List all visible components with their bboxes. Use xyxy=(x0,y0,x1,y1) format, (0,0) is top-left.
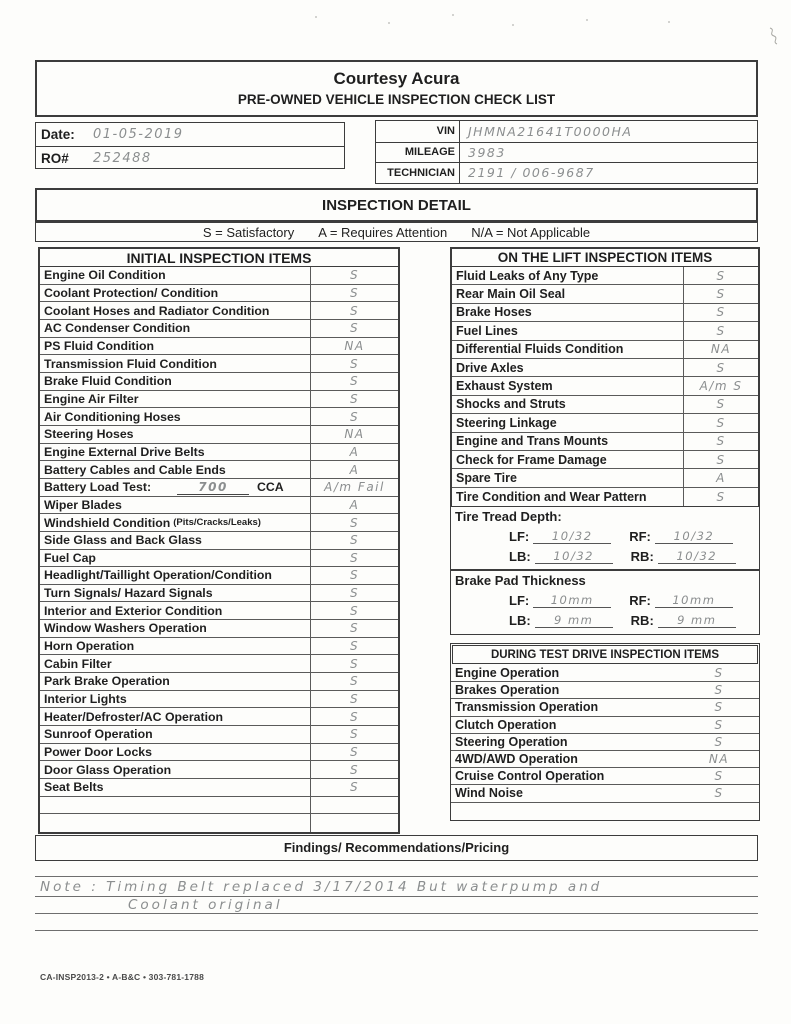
legend-box xyxy=(35,222,758,242)
table-row xyxy=(40,532,398,550)
row-label: Engine and Trans Mounts xyxy=(456,434,609,449)
row-label xyxy=(451,803,679,820)
brake-pad-front-row xyxy=(451,588,759,608)
row-label: Drive Axles xyxy=(456,360,524,375)
table-row xyxy=(40,302,398,320)
table-row xyxy=(40,338,398,356)
table-row xyxy=(40,408,398,426)
date-row xyxy=(36,123,344,146)
table-row xyxy=(40,267,398,285)
row-label: Brake Hoses xyxy=(456,305,532,320)
table-row xyxy=(452,433,758,451)
tire-lb-label: LB: xyxy=(509,549,531,564)
date-label: Date: xyxy=(41,127,75,142)
row-label: PS Fluid Condition xyxy=(44,338,154,353)
row-suffix: CCA xyxy=(257,480,284,495)
technician-label: TECHNICIAN xyxy=(376,163,460,183)
brake-lb-value: 9 mm xyxy=(535,613,613,628)
row-value: S xyxy=(714,683,724,698)
ruled-line xyxy=(35,913,758,914)
row-value: S xyxy=(310,673,398,690)
initial-inspection-rows xyxy=(40,267,398,832)
table-row xyxy=(452,488,758,506)
ro-value: 252488 xyxy=(93,150,152,166)
brake-lf-value: 10mm xyxy=(533,593,611,608)
table-row xyxy=(40,744,398,762)
table-row xyxy=(40,426,398,444)
row-label: Coolant Hoses and Radiator Condition xyxy=(44,303,270,318)
table-row xyxy=(452,322,758,340)
row-value: S xyxy=(683,322,758,339)
row-label: Clutch Operation xyxy=(455,717,557,732)
on-the-lift-table xyxy=(450,247,760,508)
table-row xyxy=(40,726,398,744)
test-drive-table xyxy=(450,643,760,821)
vin-label: VIN xyxy=(376,121,460,142)
row-label: Heater/Defroster/AC Operation xyxy=(44,709,224,724)
row-label: Window Washers Operation xyxy=(44,621,207,636)
table-row xyxy=(451,699,759,716)
row-value: A/m Fail xyxy=(310,479,398,496)
row-value: S xyxy=(310,355,398,372)
row-value: S xyxy=(683,488,758,506)
table-row xyxy=(452,377,758,395)
inspection-detail-title: INSPECTION DETAIL xyxy=(322,197,471,214)
row-value: S xyxy=(310,744,398,761)
scan-artifact xyxy=(766,26,782,46)
row-value: A/m S xyxy=(683,377,758,394)
row-label: Check for Frame Damage xyxy=(456,452,607,467)
table-row xyxy=(40,779,398,797)
row-label: Brake Fluid Condition xyxy=(44,374,172,389)
on-the-lift-title: ON THE LIFT INSPECTION ITEMS xyxy=(452,249,758,267)
brake-lb-label: LB: xyxy=(509,613,531,628)
table-row xyxy=(452,451,758,469)
tire-rb-label: RB: xyxy=(630,549,654,564)
row-label: Engine External Drive Belts xyxy=(44,444,205,459)
brake-pad-title: Brake Pad Thickness xyxy=(455,573,586,588)
row-label: Engine Operation xyxy=(455,666,560,681)
tire-tread-back-row xyxy=(451,544,759,564)
row-value: NA xyxy=(683,341,758,358)
brake-rb-label: RB: xyxy=(630,613,654,628)
row-label: Coolant Protection/ Condition xyxy=(44,285,219,300)
row-label: Engine Air Filter xyxy=(44,391,139,406)
row-value: S xyxy=(310,585,398,602)
row-label: Transmission Operation xyxy=(455,700,599,715)
row-value: S xyxy=(683,433,758,450)
row-value: S xyxy=(714,717,724,732)
row-value: S xyxy=(310,302,398,319)
legend xyxy=(36,223,757,241)
ro-label: RO# xyxy=(41,150,69,166)
row-value: S xyxy=(310,726,398,743)
mileage-value: 3983 xyxy=(468,144,506,160)
mileage-row xyxy=(376,142,757,163)
table-row xyxy=(40,373,398,391)
row-value: S xyxy=(310,285,398,302)
table-row xyxy=(451,717,759,734)
row-label: Brakes Operation xyxy=(455,683,560,698)
row-label: Engine Oil Condition xyxy=(44,268,166,283)
technician-row xyxy=(376,162,757,183)
vin-row xyxy=(376,121,757,142)
row-value: S xyxy=(683,396,758,413)
on-the-lift-rows xyxy=(452,267,758,506)
vin-value: JHMNA21641T0000HA xyxy=(468,123,633,139)
table-row xyxy=(40,479,398,497)
table-row xyxy=(40,602,398,620)
row-sublabel: (Pits/Cracks/Leaks) xyxy=(173,517,261,529)
row-label: Fuel Lines xyxy=(456,323,518,338)
findings-note-line2: Coolant original xyxy=(128,897,283,913)
row-value: S xyxy=(310,779,398,796)
legend-requires-attention: A = Requires Attention xyxy=(318,224,448,240)
row-label: Horn Operation xyxy=(44,639,135,654)
row-label: Battery Load Test: 700 CCA xyxy=(44,479,284,495)
tire-lb-value: 10/32 xyxy=(535,549,613,564)
row-label: Transmission Fluid Condition xyxy=(44,356,217,371)
row-value: S xyxy=(310,620,398,637)
table-row xyxy=(40,550,398,568)
row-label: Shocks and Struts xyxy=(456,397,566,412)
row-value: S xyxy=(310,514,398,531)
ro-row xyxy=(36,146,344,169)
row-value xyxy=(310,797,398,814)
table-row xyxy=(451,768,759,785)
row-value: NA xyxy=(310,426,398,443)
findings-box xyxy=(35,835,758,861)
row-value: S xyxy=(310,408,398,425)
row-label: Cruise Control Operation xyxy=(455,769,605,784)
tire-tread-front-row xyxy=(451,524,759,544)
row-value: S xyxy=(310,761,398,778)
table-row xyxy=(40,444,398,462)
table-row xyxy=(452,341,758,359)
table-row xyxy=(40,585,398,603)
dealer-name: Courtesy Acura xyxy=(333,69,460,88)
row-label: Windshield Condition (Pits/Cracks/Leaks) xyxy=(44,515,261,530)
row-label: Fluid Leaks of Any Type xyxy=(456,268,599,283)
table-row xyxy=(451,665,759,682)
tire-rb-value: 10/32 xyxy=(658,549,736,564)
table-row xyxy=(40,514,398,532)
row-value: S xyxy=(310,708,398,725)
row-value: A xyxy=(683,469,758,486)
table-row xyxy=(451,785,759,802)
table-row xyxy=(452,267,758,285)
row-value: A xyxy=(310,461,398,478)
row-label: Rear Main Oil Seal xyxy=(456,287,566,302)
legend-not-applicable: N/A = Not Applicable xyxy=(471,224,591,240)
table-row xyxy=(451,751,759,768)
form-number-footer: CA-INSP2013-2 • A-B&C • 303-781-1788 xyxy=(40,972,205,982)
row-label xyxy=(40,797,310,814)
row-value xyxy=(679,803,759,820)
row-label: Interior Lights xyxy=(44,692,127,707)
table-row xyxy=(452,285,758,303)
row-label: Interior and Exterior Condition xyxy=(44,603,223,618)
tire-lf-value: 10/32 xyxy=(533,529,611,544)
table-row xyxy=(40,655,398,673)
row-label: Door Glass Operation xyxy=(44,762,172,777)
table-row xyxy=(40,497,398,515)
row-label: Spare Tire xyxy=(456,470,517,485)
table-row xyxy=(40,673,398,691)
table-row xyxy=(40,355,398,373)
row-value: S xyxy=(310,567,398,584)
row-value: NA xyxy=(708,752,730,767)
table-row xyxy=(451,803,759,820)
tire-lf-label: LF: xyxy=(509,529,530,544)
row-label: Tire Condition and Wear Pattern xyxy=(456,489,647,504)
row-value xyxy=(310,814,398,832)
row-label: Cabin Filter xyxy=(44,656,112,671)
row-label: Steering Operation xyxy=(455,734,568,749)
brake-pad-back-row xyxy=(451,608,759,628)
table-row xyxy=(452,469,758,487)
form-header-box xyxy=(35,60,758,117)
row-blank-value: 700 xyxy=(177,480,249,495)
row-label: 4WD/AWD Operation xyxy=(455,752,578,767)
table-row xyxy=(40,320,398,338)
row-label: Battery Cables and Cable Ends xyxy=(44,462,226,477)
scan-artifact xyxy=(512,24,514,26)
technician-value: 2191 / 006-9687 xyxy=(468,165,595,181)
ruled-line xyxy=(35,930,758,931)
row-label: Exhaust System xyxy=(456,379,553,394)
inspection-detail-box xyxy=(35,188,758,222)
row-label: Air Conditioning Hoses xyxy=(44,409,181,424)
table-row xyxy=(452,396,758,414)
row-value: S xyxy=(310,373,398,390)
row-value: S xyxy=(310,602,398,619)
vin-box xyxy=(375,120,758,184)
row-label: Headlight/Taillight Operation/Condition xyxy=(44,568,272,583)
row-value: S xyxy=(683,359,758,376)
row-value: S xyxy=(714,734,724,749)
row-label: AC Condenser Condition xyxy=(44,321,191,336)
row-value: A xyxy=(310,444,398,461)
row-value: S xyxy=(714,769,724,784)
table-row xyxy=(40,461,398,479)
scan-artifact xyxy=(452,14,454,16)
date-value: 01-05-2019 xyxy=(93,127,184,142)
scan-artifact xyxy=(388,22,390,24)
row-label: Side Glass and Back Glass xyxy=(44,533,202,548)
initial-inspection-table xyxy=(38,247,400,834)
table-row xyxy=(40,638,398,656)
row-label: Wiper Blades xyxy=(44,497,122,512)
row-label: Wind Noise xyxy=(455,786,523,801)
legend-satisfactory: S = Satisfactory xyxy=(202,224,295,240)
table-row xyxy=(40,708,398,726)
table-row xyxy=(452,359,758,377)
brake-rb-value: 9 mm xyxy=(658,613,736,628)
row-value: S xyxy=(714,786,724,801)
row-label: Power Door Locks xyxy=(44,745,152,760)
row-label: Seat Belts xyxy=(44,780,104,795)
table-row xyxy=(40,391,398,409)
row-label: Steering Linkage xyxy=(456,415,557,430)
ruled-line xyxy=(35,876,758,877)
row-value: S xyxy=(714,666,724,681)
row-label xyxy=(40,814,310,832)
row-value: S xyxy=(714,700,724,715)
row-label: Park Brake Operation xyxy=(44,674,170,689)
row-label: Steering Hoses xyxy=(44,427,134,442)
tire-rf-value: 10/32 xyxy=(655,529,733,544)
test-drive-title: DURING TEST DRIVE INSPECTION ITEMS xyxy=(452,645,758,664)
scan-artifact xyxy=(586,19,588,21)
row-label: Differential Fluids Condition xyxy=(456,342,624,357)
row-value: NA xyxy=(310,338,398,355)
findings-note-line1: Note : Timing Belt replaced 3/17/2014 But waterpump and xyxy=(40,879,603,895)
table-row xyxy=(452,414,758,432)
row-value: S xyxy=(310,691,398,708)
form-title: PRE-OWNED VEHICLE INSPECTION CHECK LIST xyxy=(237,92,556,107)
row-value: S xyxy=(683,267,758,284)
tire-tread-title: Tire Tread Depth: xyxy=(455,509,562,524)
table-row xyxy=(452,304,758,322)
test-drive-rows xyxy=(451,665,759,820)
row-value: S xyxy=(310,655,398,672)
row-value: S xyxy=(683,414,758,431)
brake-rf-label: RF: xyxy=(629,593,651,608)
brake-rf-value: 10mm xyxy=(655,593,733,608)
row-value: S xyxy=(310,550,398,567)
table-row xyxy=(451,734,759,751)
brake-lf-label: LF: xyxy=(509,593,530,608)
table-row xyxy=(40,797,398,815)
row-value: S xyxy=(683,304,758,321)
table-row xyxy=(40,285,398,303)
row-value: S xyxy=(310,391,398,408)
tire-rf-label: RF: xyxy=(629,529,651,544)
brake-pad-thickness-box xyxy=(450,570,760,635)
row-label: Turn Signals/ Hazard Signals xyxy=(44,586,213,601)
row-value: A xyxy=(310,497,398,514)
row-value: S xyxy=(683,451,758,468)
table-row xyxy=(40,567,398,585)
row-label: Sunroof Operation xyxy=(44,727,153,742)
table-row xyxy=(40,691,398,709)
row-value: S xyxy=(310,320,398,337)
table-row xyxy=(451,682,759,699)
findings-title: Findings/ Recommendations/Pricing xyxy=(283,840,510,855)
date-ro-box xyxy=(35,122,345,169)
table-row xyxy=(40,620,398,638)
row-value: S xyxy=(310,267,398,284)
row-value: S xyxy=(683,285,758,302)
table-row xyxy=(40,814,398,832)
row-value: S xyxy=(310,532,398,549)
scan-artifact xyxy=(315,16,317,18)
mileage-label: MILEAGE xyxy=(376,143,460,163)
table-row xyxy=(40,761,398,779)
row-value: S xyxy=(310,638,398,655)
row-label: Fuel Cap xyxy=(44,550,96,565)
initial-inspection-title: INITIAL INSPECTION ITEMS xyxy=(40,249,398,267)
tire-tread-depth-box xyxy=(450,506,760,570)
scan-artifact xyxy=(668,21,670,23)
